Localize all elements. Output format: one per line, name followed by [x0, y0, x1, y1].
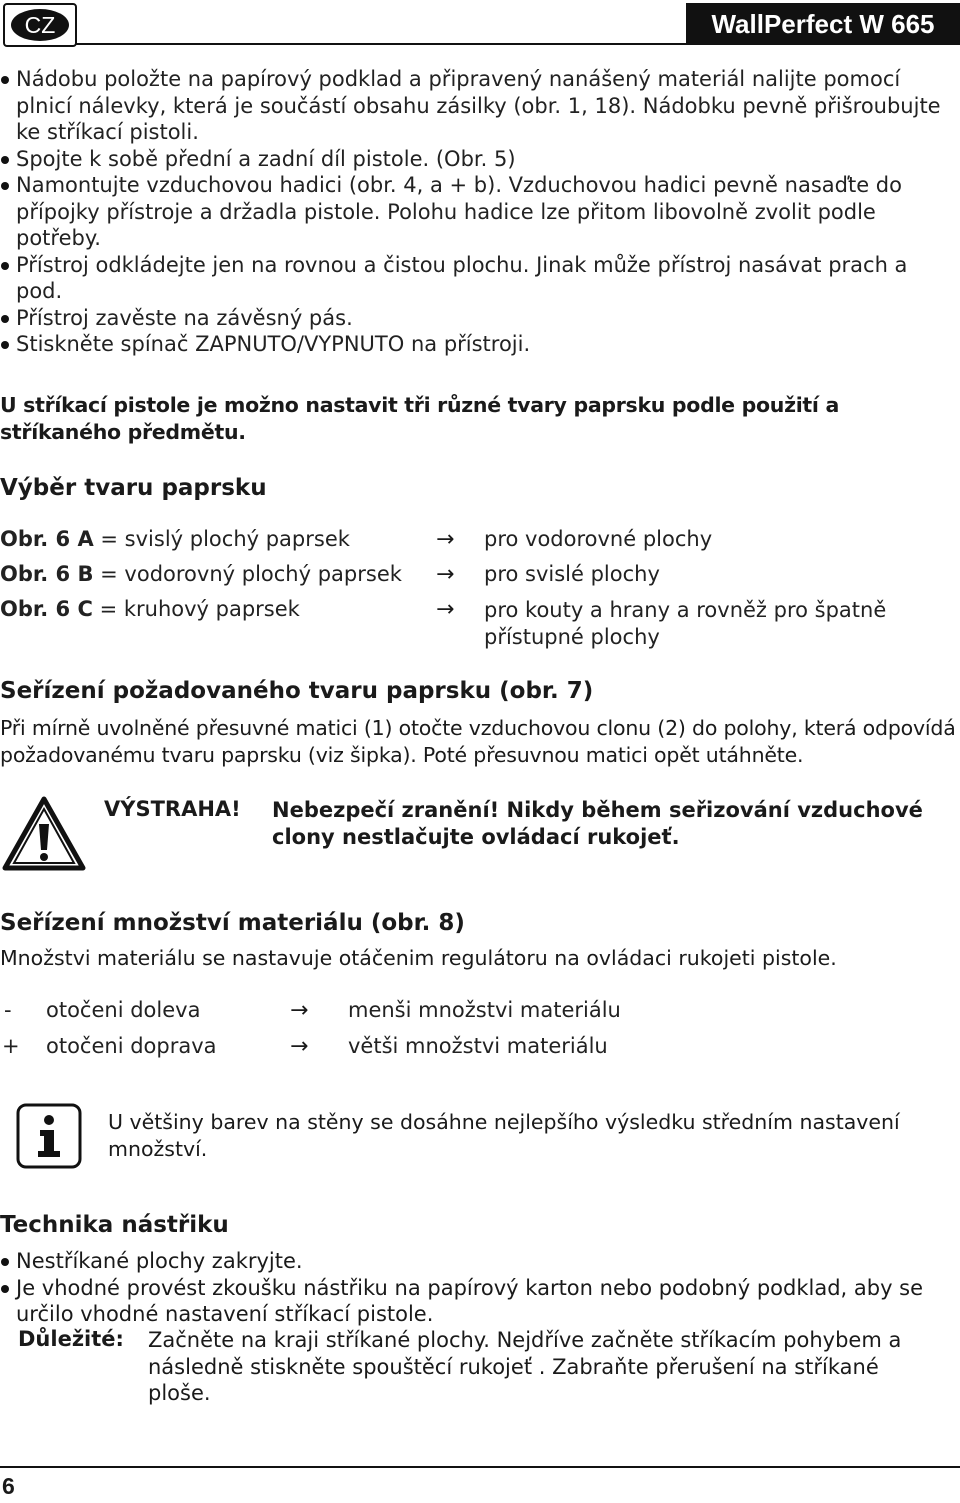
warning-triangle-icon	[2, 796, 86, 876]
language-badge	[3, 3, 77, 47]
page-number: 6	[2, 1473, 15, 1499]
list-item: Stiskněte spínač ZAPNUTO/VYPNUTO na přístroji.	[0, 331, 945, 358]
arrow-right-icon: →	[436, 597, 455, 622]
list-item: Přístroj zavěste na závěsný pás.	[0, 305, 945, 332]
important-label: Důležité:	[18, 1327, 124, 1351]
important-text: Začněte na kraji stříkané plochy. Nejdříve začněte stříkacím pohybem a následně stiskněte spouštěcí rukojeť . Zabraňte přerušení na stříkané ploše.	[148, 1328, 902, 1405]
language-code: CZ	[11, 9, 69, 41]
info-icon	[16, 1103, 82, 1173]
beam-intro: U stříkací pistole je možno nastavit tři různé tvary paprsku podle použití a stříkaného předmětu.	[0, 393, 840, 444]
sign-minus: -	[4, 998, 12, 1022]
info-text: U většiny barev na stěny se dosáhne nejlepšího výsledku středním nastavení množství.	[108, 1110, 900, 1161]
figure-ref: Obr. 6 C	[0, 597, 93, 621]
amount-result: menši množstvi materiálu	[348, 998, 621, 1022]
amount-result: větši množstvi materiálu	[348, 1034, 608, 1058]
beam-heading: Výběr tvaru paprsku	[0, 475, 267, 501]
figure-ref: Obr. 6 B	[0, 562, 94, 586]
list-item: Je vhodné provést zkoušku nástřiku na papírový karton nebo podobný podklad, aby se určilo vhodné nastavení stříkací pistole.	[0, 1275, 950, 1328]
warning-text: Nebezpečí zranění! Nikdy během seřizování vzduchové clony nestlačujte ovládací rukojeť.	[272, 798, 923, 849]
arrow-right-icon: →	[436, 562, 455, 587]
amount-text: Množstvi materiálu se nastavuje otáčenim regulátoru na ovládaci rukojeti pistole.	[0, 946, 837, 970]
figure-ref: Obr. 6 A	[0, 527, 94, 551]
technique-heading: Technika nástřiku	[0, 1212, 229, 1238]
beam-description: = kruhový paprsek	[99, 597, 300, 621]
list-item: Namontujte vzduchovou hadici (obr. 4, a + b). Vzduchovou hadici pevně nasaďte do přípojky přístroje a držadla pistole. Polohu hadice lze přitom libovolně zvolit podle potřeby.	[0, 172, 945, 252]
beam-use: pro vodorovné plochy	[484, 527, 713, 551]
amount-action: otočeni doleva	[46, 998, 201, 1022]
arrow-right-icon: →	[290, 998, 309, 1023]
list-item: Nádobu položte na papírový podklad a připravený nanášený materiál nalijte pomocí plnicí nálevky, která je součástí obsahu zásilky (obr. 1, 18). Nádobku pevně přišroubujte ke stříkací pistoli.	[0, 66, 945, 146]
arrow-right-icon: →	[290, 1034, 309, 1059]
arrow-right-icon: →	[436, 527, 455, 552]
technique-list	[0, 1248, 950, 1328]
beam-use: pro kouty a hrany a rovněž pro špatně přístupné plochy	[484, 598, 887, 649]
warning-label: VÝSTRAHA!	[104, 797, 241, 821]
beam-row-a	[0, 527, 350, 551]
amount-heading: Seřízení množství materiálu (obr. 8)	[0, 910, 465, 936]
footer-rule	[0, 1466, 960, 1468]
beam-row-c	[0, 597, 300, 621]
adjust-text: Při mírně uvolněné přesuvné matici (1) otočte vzduchovou clonu (2) do polohy, která odpovídá požadovanému tvaru paprsku (viz šipka). Poté přesuvnou matici opět utáhněte.	[0, 716, 956, 767]
amount-action: otočeni doprava	[46, 1034, 217, 1058]
beam-use: pro svislé plochy	[484, 562, 660, 586]
beam-description: = vodorovný plochý paprsek	[100, 562, 402, 586]
list-item: Spojte k sobě přední a zadní díl pistole. (Obr. 5)	[0, 146, 945, 173]
sign-plus: +	[2, 1034, 20, 1058]
list-item: Přístroj odkládejte jen na rovnou a čistou plochu. Jinak může přístroj nasávat prach a pod.	[0, 252, 945, 305]
list-item: Nestříkané plochy zakryjte.	[0, 1248, 950, 1275]
beam-row-b	[0, 562, 402, 586]
adjust-heading: Seřízení požadovaného tvaru paprsku (obr. 7)	[0, 678, 594, 704]
beam-description: = svislý plochý paprsek	[100, 527, 350, 551]
model-title: WallPerfect W 665	[686, 3, 960, 45]
setup-steps-list	[0, 66, 945, 358]
